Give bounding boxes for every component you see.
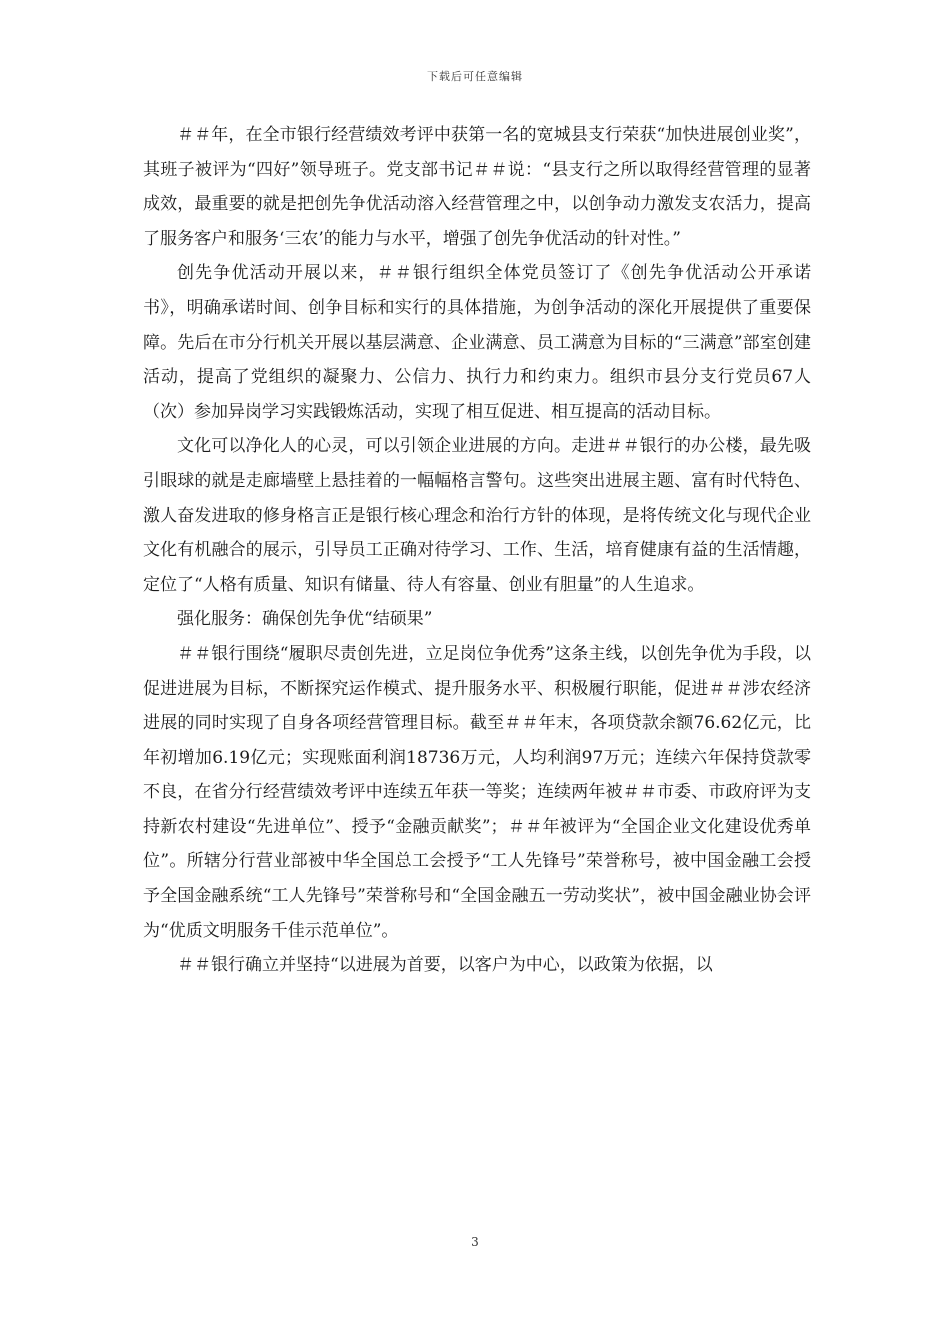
paragraph-3: 文化可以净化人的心灵，可以引领企业进展的方向。走进＃＃银行的办公楼，最先吸引眼球的就是走廊墙壁上悬挂着的一幅幅格言警句。这些突出进展主题、富有时代特色、激人奋发进取的修身格言正是银行核心理念和治行方针的体现，是将传统文化与现代企业文化有机融合的展示，引导员工正确对待学习、工作、生活，培育健康有益的生活情趣，定位了“人格有质量、知识有储量、待人有容量、创业有胆量”的人生追求。 — [143, 436, 811, 595]
page-number: 3 — [471, 1235, 479, 1249]
section-heading: 强化服务：确保创先争优“结硕果” — [177, 609, 433, 630]
page-header: 下载后可任意编辑 — [427, 70, 523, 83]
paragraph-4: ＃＃银行围绕“履职尽责创先进，立足岗位争优秀”这条主线，以创先争优为手段，以促进进展为目标，不断探究运作模式、提升服务水平、积极履行职能，促进＃＃涉农经济进展的同时实现了自身各项经营管理目标。截至＃＃年末，各项贷款余额76.62亿元，比年初增加6.19亿元；实现账面利润18736万元，人均利润97万元；连续六年保持贷款零不良，在省分行经营绩效考评中连续五年获一等奖；连续两年被＃＃市委、市政府评为支持新农村建设“先进单位”、授予“金融贡献奖”；＃＃年被评为“全国企业文化建设优秀单位”。所辖分行营业部被中华全国总工会授予“工人先锋号”荣誉称号，被中国金融工会授予全国金融系统“工人先锋号”荣誉称号和“全国金融五一劳动奖状”，被中国金融业协会评为“优质文明服务千佳示范单位”。 — [143, 643, 811, 941]
document-body — [143, 118, 811, 983]
paragraph-1: ＃＃年，在全市银行经营绩效考评中获第一名的宽城县支行荣获“加快进展创业奖”，其班子被评为“四好”领导班子。党支部书记＃＃说：“县支行之所以取得经营管理的显著成效，最重要的就是把创先争优活动溶入经营管理之中，以创争动力激发支农活力，提高了服务客户和服务‘三农’的能力与水平，增强了创先争优活动的针对性。” — [143, 125, 811, 249]
paragraph-2: 创先争优活动开展以来，＃＃银行组织全体党员签订了《创先争优活动公开承诺书》，明确承诺时间、创争目标和实行的具体措施，为创争活动的深化开展提供了重要保障。先后在市分行机关开展以基层满意、企业满意、员工满意为目标的“三满意”部室创建活动，提高了党组织的凝聚力、公信力、执行力和约束力。组织市县分支行党员67人（次）参加异岗学习实践锻炼活动，实现了相互促进、相互提高的活动目标。 — [143, 263, 811, 422]
paragraph-5: ＃＃银行确立并坚持“以进展为首要，以客户为中心，以政策为依据，以 — [177, 955, 713, 976]
